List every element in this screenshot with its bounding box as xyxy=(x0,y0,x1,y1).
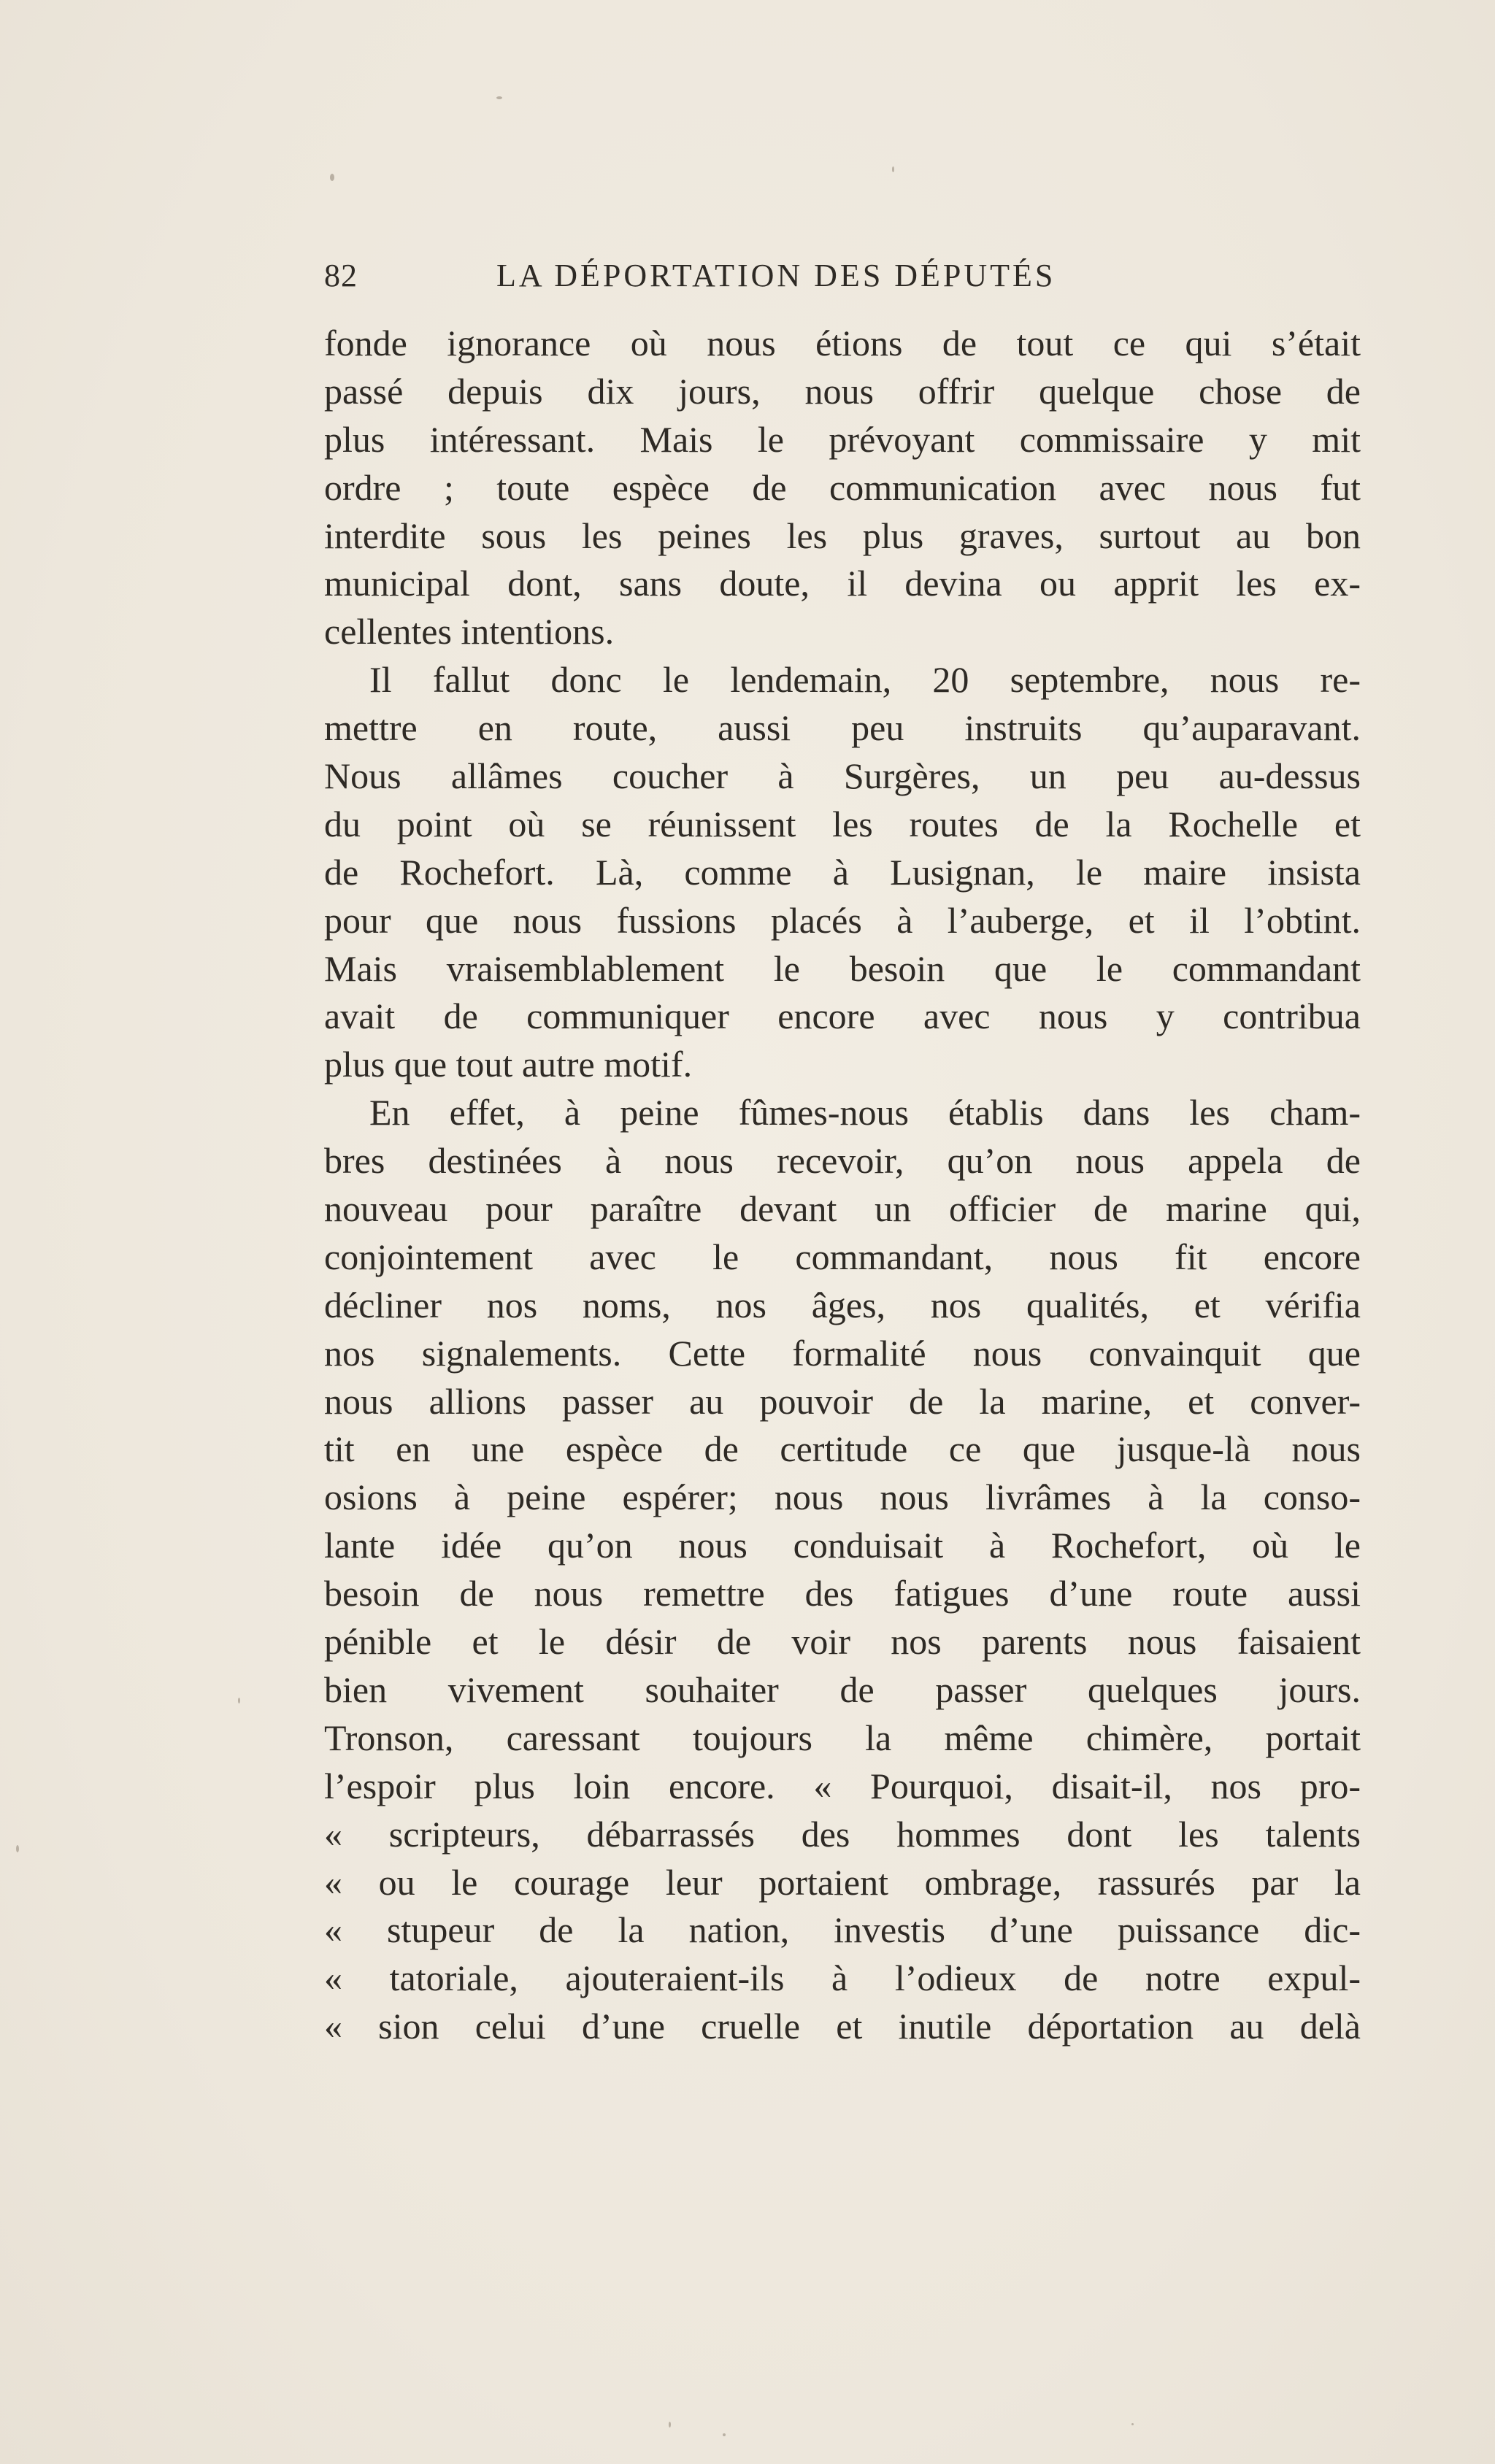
text-line: Nous allâmes coucher à Surgères, un peu au-dessus xyxy=(324,755,1361,797)
text-line: du point où se réunissent les routes de la Rochelle et xyxy=(324,803,1361,844)
text-line: nous allions passer au pouvoir de la marine, et conver- xyxy=(324,1380,1361,1422)
paper-speck xyxy=(892,166,894,172)
paper-speck xyxy=(669,2422,671,2428)
running-header xyxy=(324,257,1200,298)
text-line: passé depuis dix jours, nous offrir quelque chose de xyxy=(324,370,1361,412)
text-line: avait de communiquer encore avec nous y contribua xyxy=(324,996,1361,1037)
text-line: interdite sous les peines les plus graves, surtout au bon xyxy=(324,515,1361,556)
text-line: tit en une espèce de certitude ce que jusque-là nous xyxy=(324,1428,1361,1470)
text-line: Il fallut donc le lendemain, 20 septembre, nous re- xyxy=(369,659,1361,701)
paper-speck xyxy=(723,2433,726,2436)
text-line: municipal dont, sans doute, il devina ou apprit les ex- xyxy=(324,563,1361,604)
text-line: lante idée qu’on nous conduisait à Rochefort, où le xyxy=(324,1525,1361,1566)
text-line: « scripteurs, débarrassés des hommes dont les talents xyxy=(324,1813,1361,1855)
text-line: décliner nos noms, nos âges, nos qualités, et vérifia xyxy=(324,1284,1361,1325)
paper-speck xyxy=(330,174,334,181)
text-line: bien vivement souhaiter de passer quelques jours. xyxy=(324,1668,1361,1710)
paper-speck xyxy=(1131,2423,1134,2425)
text-line: mettre en route, aussi peu instruits qu’auparavant. xyxy=(324,707,1361,749)
text-line: plus intéressant. Mais le prévoyant commissaire y mit xyxy=(324,418,1361,460)
text-line: pénible et le désir de voir nos parents nous faisaient xyxy=(324,1621,1361,1663)
body-text xyxy=(324,320,1361,2051)
text-line: de Rochefort. Là, comme à Lusignan, le maire insista xyxy=(324,851,1361,893)
text-line: « ou le courage leur portaient ombrage, rassurés par la xyxy=(324,1861,1361,1903)
text-line: « stupeur de la nation, investis d’une puissance dic- xyxy=(324,1909,1361,1951)
running-title: LA DÉPORTATION DES DÉPUTÉS xyxy=(496,258,1056,293)
text-line: ordre ; toute espèce de communication avec nous fut xyxy=(324,466,1361,508)
text-line: plus que tout autre motif. xyxy=(324,1044,693,1085)
paper-speck xyxy=(16,1845,19,1852)
text-line: besoin de nous remettre des fatigues d’une route aussi xyxy=(324,1573,1361,1614)
text-line: osions à peine espérer; nous nous livrâmes à la conso- xyxy=(324,1477,1361,1518)
text-line: Mais vraisemblablement le besoin que le commandant xyxy=(324,947,1361,989)
text-line: l’espoir plus loin encore. « Pourquoi, disait-il, nos pro- xyxy=(324,1765,1361,1806)
paper-speck xyxy=(496,96,502,99)
text-line: fonde ignorance où nous étions de tout ce qui s’était xyxy=(324,323,1361,363)
text-line: bres destinées à nous recevoir, qu’on nous appela de xyxy=(324,1140,1361,1182)
paper-speck xyxy=(238,1698,240,1703)
text-line: cellentes intentions. xyxy=(324,611,615,652)
text-line: « sion celui d’une cruelle et inutile déportation au delà xyxy=(324,2006,1361,2047)
text-line: « tatoriale, ajouteraient-ils à l’odieux de notre expul- xyxy=(324,1957,1361,1999)
text-line: Tronson, caressant toujours la même chimère, portait xyxy=(324,1717,1361,1758)
page-number: 82 xyxy=(324,258,358,293)
text-line: pour que nous fussions placés à l’auberge, et il l’obtint. xyxy=(324,899,1361,941)
text-line: conjointement avec le commandant, nous fit encore xyxy=(324,1236,1361,1277)
text-line: nouveau pour paraître devant un officier de marine qui, xyxy=(324,1188,1361,1230)
text-line: nos signalements. Cette formalité nous convainquit que xyxy=(324,1332,1361,1374)
text-line: En effet, à peine fûmes-nous établis dans les cham- xyxy=(369,1092,1361,1133)
